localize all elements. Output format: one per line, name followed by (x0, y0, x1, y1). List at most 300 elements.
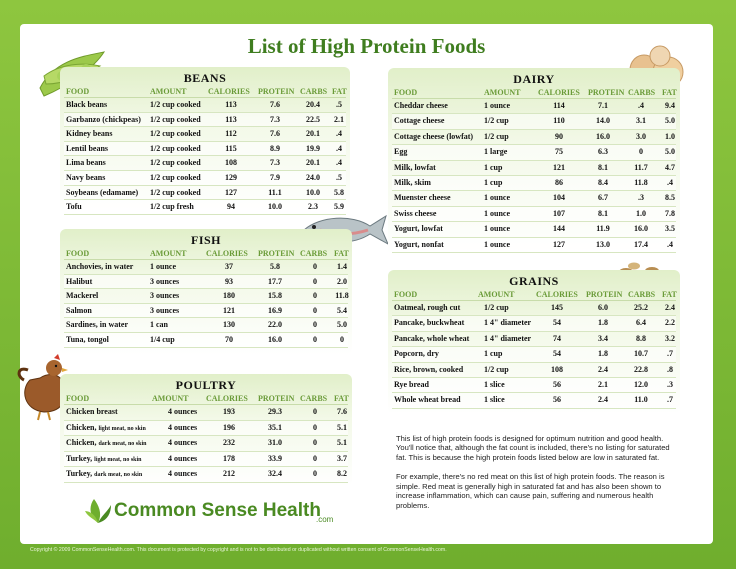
carbs: 12.0 (634, 379, 648, 389)
carbs: 3.1 (636, 116, 646, 126)
protein: 31.0 (268, 438, 282, 448)
carbs: 22.8 (634, 364, 648, 374)
carbs: 10.0 (306, 187, 320, 197)
fat: 4.7 (665, 162, 675, 172)
food-name: Swiss cheese (394, 208, 437, 218)
table-row (392, 301, 676, 316)
protein: 15.8 (268, 291, 282, 301)
amount: 1/2 cup (484, 131, 509, 141)
grains-heading: GRAINS (509, 274, 559, 288)
fat: 9.4 (665, 101, 675, 110)
amount: 1/2 cup fresh (150, 202, 194, 212)
calories: 54 (553, 318, 561, 328)
fat: 5.1 (337, 422, 347, 432)
protein: 22.0 (268, 320, 282, 330)
protein: 35.1 (268, 422, 282, 432)
col-protein: PROTEIN (258, 249, 295, 258)
col-protein: PROTEIN (258, 87, 295, 96)
calories: 56 (553, 395, 561, 405)
table-row (392, 191, 676, 206)
calories: 129 (225, 172, 237, 182)
table-row (392, 114, 676, 129)
fat: .8 (667, 364, 673, 374)
food-name (66, 469, 142, 478)
beans-heading: BEANS (183, 71, 227, 85)
carbs: 11.0 (634, 395, 648, 405)
food-name: Rye bread (394, 379, 429, 389)
carbs: 17.4 (634, 239, 648, 249)
protein: 7.9 (270, 172, 280, 182)
calories: 212 (223, 469, 235, 479)
food-name: Milk, lowfat (394, 162, 436, 172)
fat: 11.8 (335, 291, 349, 301)
calories: 113 (225, 114, 237, 124)
amount: 1/2 cup cooked (150, 172, 201, 182)
table-row (392, 316, 676, 331)
protein: 7.6 (270, 100, 280, 109)
food-name: Halibut (66, 276, 93, 286)
copyright-text: Copyright © 2009 CommonSenseHealth.com. This document is protected by copyright and is not to be distributed or duplicated without written consent of CommonSenseHealth.com. (30, 547, 447, 553)
col-calories: CALORIES (208, 87, 250, 96)
fat: 3.7 (337, 453, 347, 463)
amount: 1/2 cup cooked (150, 114, 201, 124)
carbs: 10.7 (634, 349, 648, 359)
calories: 232 (223, 438, 235, 448)
table-row (64, 142, 346, 157)
calories: 56 (553, 379, 561, 389)
grains-header-row (392, 289, 676, 301)
carbs: 0 (639, 147, 643, 157)
amount: 1 ounce (484, 101, 510, 110)
table-row (64, 156, 346, 171)
dairy-panel (388, 68, 680, 256)
table-row (392, 332, 676, 347)
calories: 193 (223, 407, 235, 416)
fat: 5.0 (665, 147, 675, 157)
table-row (392, 378, 676, 393)
fish-panel (60, 229, 352, 355)
table-row (64, 171, 346, 186)
table-row (64, 421, 348, 437)
fat: 7.8 (665, 208, 675, 218)
food-name (66, 407, 118, 416)
carbs: 0 (313, 334, 317, 344)
carbs: 0 (313, 407, 317, 416)
carbs: 0 (313, 262, 317, 271)
col-calories: CALORIES (536, 290, 578, 299)
fat: 5.0 (337, 320, 347, 330)
table-row (392, 176, 676, 191)
amount: 1/2 cup cooked (150, 158, 201, 168)
fat: .4 (667, 239, 673, 249)
fat: .5 (336, 172, 342, 182)
calories: 144 (553, 224, 565, 234)
protein: 6.7 (598, 193, 608, 203)
carbs: 11.8 (634, 177, 648, 187)
fat: 5.0 (665, 116, 675, 126)
food-name: Muenster cheese (394, 193, 451, 203)
protein: 8.9 (270, 143, 280, 153)
intro-note (396, 434, 678, 510)
protein: 2.4 (598, 364, 608, 374)
carbs: 0 (313, 438, 317, 448)
protein: 10.0 (268, 202, 282, 212)
table-row (64, 275, 348, 290)
calories: 112 (225, 129, 237, 139)
amount: 1/2 cup (484, 116, 509, 126)
table-row (392, 207, 676, 222)
protein: 2.4 (598, 395, 608, 405)
calories: 74 (553, 333, 561, 343)
col-fat: FAT (662, 88, 677, 97)
fat: 0 (340, 334, 344, 344)
calories: 127 (225, 187, 237, 197)
protein: 14.0 (596, 116, 610, 126)
food-name: Soybeans (edamame) (66, 187, 139, 197)
amount: 1 4" diameter (484, 318, 532, 328)
food-name (66, 423, 146, 432)
calories: 90 (555, 131, 563, 141)
amount: 1/2 cup cooked (150, 143, 201, 153)
col-carbs: CARBS (300, 394, 328, 403)
col-protein: PROTEIN (258, 394, 295, 403)
protein: 3.4 (598, 333, 608, 343)
page-title: List of High Protein Foods (247, 34, 486, 58)
calories: 121 (553, 162, 565, 172)
beans-panel (60, 67, 350, 213)
carbs: .3 (638, 193, 644, 203)
protein: 1.8 (598, 349, 608, 359)
amount: 1 can (150, 320, 168, 330)
food-name: Black beans (66, 100, 108, 109)
protein: 8.1 (598, 162, 608, 172)
food-name: Pancake, whole wheat (394, 333, 470, 343)
carbs: 8.8 (636, 333, 646, 343)
amount: 1 cup (484, 162, 503, 172)
col-calories: CALORIES (206, 249, 248, 258)
food-detail: light meat, no skin (98, 425, 146, 432)
carbs: 0 (313, 291, 317, 301)
col-amount: AMOUNT (484, 88, 521, 97)
col-fat: FAT (662, 290, 677, 299)
food-name: Rice, brown, cooked (394, 364, 464, 374)
beans-rows (64, 98, 346, 215)
col-fat: FAT (334, 249, 349, 258)
col-carbs: CARBS (300, 249, 328, 258)
calories: 94 (227, 202, 235, 212)
carbs: 20.1 (306, 158, 320, 168)
protein: 11.1 (268, 187, 282, 197)
table-row (64, 289, 348, 304)
food-detail: dark meat, no skin (94, 472, 143, 479)
calories: 86 (555, 177, 563, 187)
col-protein: PROTEIN (586, 290, 623, 299)
food-name: Pancake, buckwheat (394, 318, 465, 328)
brand-suffix: .com (316, 515, 334, 524)
table-row (392, 238, 676, 253)
protein: 8.4 (598, 177, 608, 187)
amount: 1 slice (484, 379, 505, 389)
calories: 145 (551, 303, 563, 312)
fat: 7.6 (337, 407, 347, 416)
calories: 113 (225, 100, 237, 109)
table-row (392, 393, 676, 408)
calories: 121 (223, 305, 235, 315)
protein: 29.3 (268, 407, 282, 416)
protein: 7.3 (270, 158, 280, 168)
amount: 3 ounces (150, 305, 180, 315)
table-row (64, 318, 348, 333)
fish-rows (64, 260, 348, 348)
carbs: 19.9 (306, 143, 320, 153)
food-name: Milk, skim (394, 177, 431, 187)
food-name: Whole wheat bread (394, 395, 461, 405)
fat: 8.5 (665, 193, 675, 203)
food-name: Navy beans (66, 172, 106, 182)
poultry-heading: POULTRY (175, 378, 237, 392)
calories: 93 (225, 276, 233, 286)
poultry-panel (60, 374, 352, 486)
food-name: Mackerel (66, 291, 99, 301)
poultry-rows (64, 405, 348, 483)
protein: 13.0 (596, 239, 610, 249)
fat: 3.5 (665, 224, 675, 234)
amount: 1 ounce (484, 239, 510, 249)
table-row (64, 98, 346, 113)
fat: .3 (667, 379, 673, 389)
note-paragraph-1: This list of high protein foods is designed for optimum nutrition and good health. You'll notice that, although the fat count is included, there's no listing for saturated fat. This is because the high protein foods listed below are low in saturated fat. (396, 434, 670, 462)
fat: .4 (336, 158, 342, 168)
protein: 7.1 (598, 101, 608, 110)
table-row (392, 145, 676, 160)
col-food: FOOD (394, 88, 418, 97)
col-calories: CALORIES (206, 394, 248, 403)
col-carbs: CARBS (300, 87, 328, 96)
table-row (392, 363, 676, 378)
protein: 7.6 (270, 129, 280, 139)
col-food: FOOD (66, 394, 90, 403)
fat: .4 (336, 143, 342, 153)
protein: 17.7 (268, 276, 282, 286)
table-row (64, 127, 346, 142)
table-row (64, 186, 346, 201)
dairy-heading: DAIRY (513, 72, 555, 86)
brand-name: Common Sense Health (114, 500, 321, 521)
calories: 108 (551, 364, 563, 374)
protein: 33.9 (268, 453, 282, 463)
amount: 1 ounce (484, 224, 510, 234)
table-row (64, 452, 348, 468)
grains-panel (388, 270, 680, 414)
carbs: 20.1 (306, 129, 320, 139)
carbs: 22.5 (306, 114, 320, 124)
sheet (20, 24, 713, 544)
food-name: Kidney beans (66, 129, 113, 139)
fat: 2.0 (337, 276, 347, 286)
fat: 5.4 (337, 305, 347, 315)
calories: 115 (225, 143, 237, 153)
protein: 16.0 (596, 131, 610, 141)
fish-header-row (64, 248, 348, 260)
food-name: Salmon (66, 305, 92, 315)
carbs: 20.4 (306, 100, 320, 109)
col-protein: PROTEIN (588, 88, 625, 97)
protein: 6.3 (598, 147, 608, 157)
fat: 2.2 (665, 318, 675, 328)
amount: 1 cup (484, 349, 503, 359)
calories: 114 (553, 101, 565, 110)
food-name: Cottage cheese (lowfat) (394, 131, 474, 141)
calories: 178 (223, 453, 235, 463)
calories: 75 (555, 147, 563, 157)
carbs: 16.0 (634, 224, 648, 234)
food-detail: dark meat, no skin (98, 441, 147, 448)
amount: 1 ounce (484, 193, 510, 203)
carbs: 2.3 (308, 202, 318, 212)
fat: 5.8 (334, 187, 344, 197)
carbs: 25.2 (634, 303, 648, 312)
carbs: 0 (313, 305, 317, 315)
note-paragraph-2: For example, there's no red meat on this list of high protein foods. The reason is simple. Red meat is generally high in saturated fat and has also been shown to increase inflammation, which can cause pain, suffering and numerous health problems. (396, 472, 665, 510)
protein: 8.1 (598, 208, 608, 218)
col-fat: FAT (332, 87, 347, 96)
fish-heading: FISH (190, 233, 221, 247)
carbs: 0 (313, 453, 317, 463)
carbs: 0 (313, 276, 317, 286)
food-name: Anchovies, in water (66, 262, 134, 271)
col-carbs: CARBS (628, 88, 656, 97)
food-name: Tofu (66, 202, 82, 212)
protein: 11.9 (596, 224, 610, 234)
calories: 127 (553, 239, 565, 249)
table-row (64, 260, 348, 275)
col-calories: CALORIES (538, 88, 580, 97)
fat: .7 (667, 349, 673, 359)
food-main: Turkey, (66, 469, 93, 479)
col-food: FOOD (66, 249, 90, 258)
food-name: Popcorn, dry (394, 349, 439, 359)
beans-header-row (64, 86, 346, 98)
food-name: Cottage cheese (394, 116, 445, 126)
protein: 7.3 (270, 114, 280, 124)
table-row (392, 222, 676, 237)
table-row (392, 130, 676, 145)
carbs: .4 (638, 101, 644, 110)
protein: 6.0 (598, 303, 608, 312)
amount: 1 large (484, 147, 508, 157)
calories: 37 (225, 262, 233, 271)
food-name: Egg (394, 147, 408, 157)
table-row (64, 200, 346, 215)
amount: 1/2 cup cooked (150, 129, 201, 139)
table-row (392, 161, 676, 176)
calories: 110 (553, 116, 565, 126)
fat: 1.0 (665, 131, 675, 141)
calories: 70 (225, 334, 233, 344)
food-main: Chicken, (66, 422, 97, 432)
amount: 1/2 cup (484, 364, 509, 374)
food-name: Oatmeal, rough cut (394, 303, 461, 312)
food-main: Turkey, (66, 453, 93, 463)
protein: 16.0 (268, 334, 282, 344)
fat: .4 (667, 177, 673, 187)
amount: 3 ounces (150, 276, 180, 286)
fat: 1.4 (337, 262, 347, 271)
food-name: Sardines, in water (66, 320, 128, 330)
calories: 104 (553, 193, 565, 203)
food-main: Chicken breast (66, 407, 118, 416)
amount: 4 ounces (168, 422, 198, 432)
col-carbs: CARBS (628, 290, 656, 299)
dairy-header-row (392, 87, 676, 99)
carbs: 0 (313, 320, 317, 330)
food-name: Tuna, tongol (66, 334, 109, 344)
calories: 130 (223, 320, 235, 330)
food-name (66, 438, 146, 447)
food-name: Yogurt, lowfat (394, 224, 443, 234)
fat: 3.2 (665, 333, 675, 343)
amount: 4 ounces (168, 469, 198, 479)
amount: 1/4 cup (150, 334, 175, 344)
fat: 5.1 (337, 438, 347, 448)
dairy-rows (392, 99, 676, 253)
calories: 108 (225, 158, 237, 168)
amount: 1 slice (484, 395, 505, 405)
food-name (66, 454, 142, 463)
col-food: FOOD (394, 290, 418, 299)
protein: 1.8 (598, 318, 608, 328)
food-detail: light meat, no skin (94, 456, 142, 463)
carbs: 0 (313, 469, 317, 479)
leaf-logo-icon (84, 497, 112, 525)
poultry-header-row (64, 393, 348, 405)
amount: 1 cup (484, 177, 503, 187)
food-name: Cheddar cheese (394, 101, 448, 110)
grains-rows (392, 301, 676, 409)
amount: 1 ounce (150, 262, 176, 271)
table-row (64, 467, 348, 483)
col-amount: AMOUNT (150, 249, 187, 258)
amount: 1/2 cup cooked (150, 187, 201, 197)
food-main: Chicken, (66, 438, 97, 448)
col-food: FOOD (66, 87, 90, 96)
col-amount: AMOUNT (478, 290, 515, 299)
amount: 1/2 cup cooked (150, 100, 201, 109)
table-row (64, 436, 348, 452)
carbs: 1.0 (636, 208, 646, 218)
protein: 16.9 (268, 305, 282, 315)
amount: 4 ounces (168, 453, 198, 463)
protein: 2.1 (598, 379, 608, 389)
amount: 4 ounces (168, 407, 198, 416)
fat: 8.2 (337, 469, 347, 479)
food-name: Lentil beans (66, 143, 109, 153)
carbs: 0 (313, 422, 317, 432)
table-row (392, 99, 676, 114)
table-row (64, 405, 348, 421)
carbs: 11.7 (634, 162, 648, 172)
table-row (392, 347, 676, 362)
fat: .4 (336, 129, 342, 139)
table-row (64, 304, 348, 319)
food-name: Garbanzo (chickpeas) (66, 114, 141, 124)
amount: 3 ounces (150, 291, 180, 301)
amount: 1 ounce (484, 208, 510, 218)
fat: 2.4 (665, 303, 675, 312)
calories: 180 (223, 291, 235, 301)
amount: 1 4" diameter (484, 333, 532, 343)
food-name: Yogurt, nonfat (394, 239, 444, 249)
